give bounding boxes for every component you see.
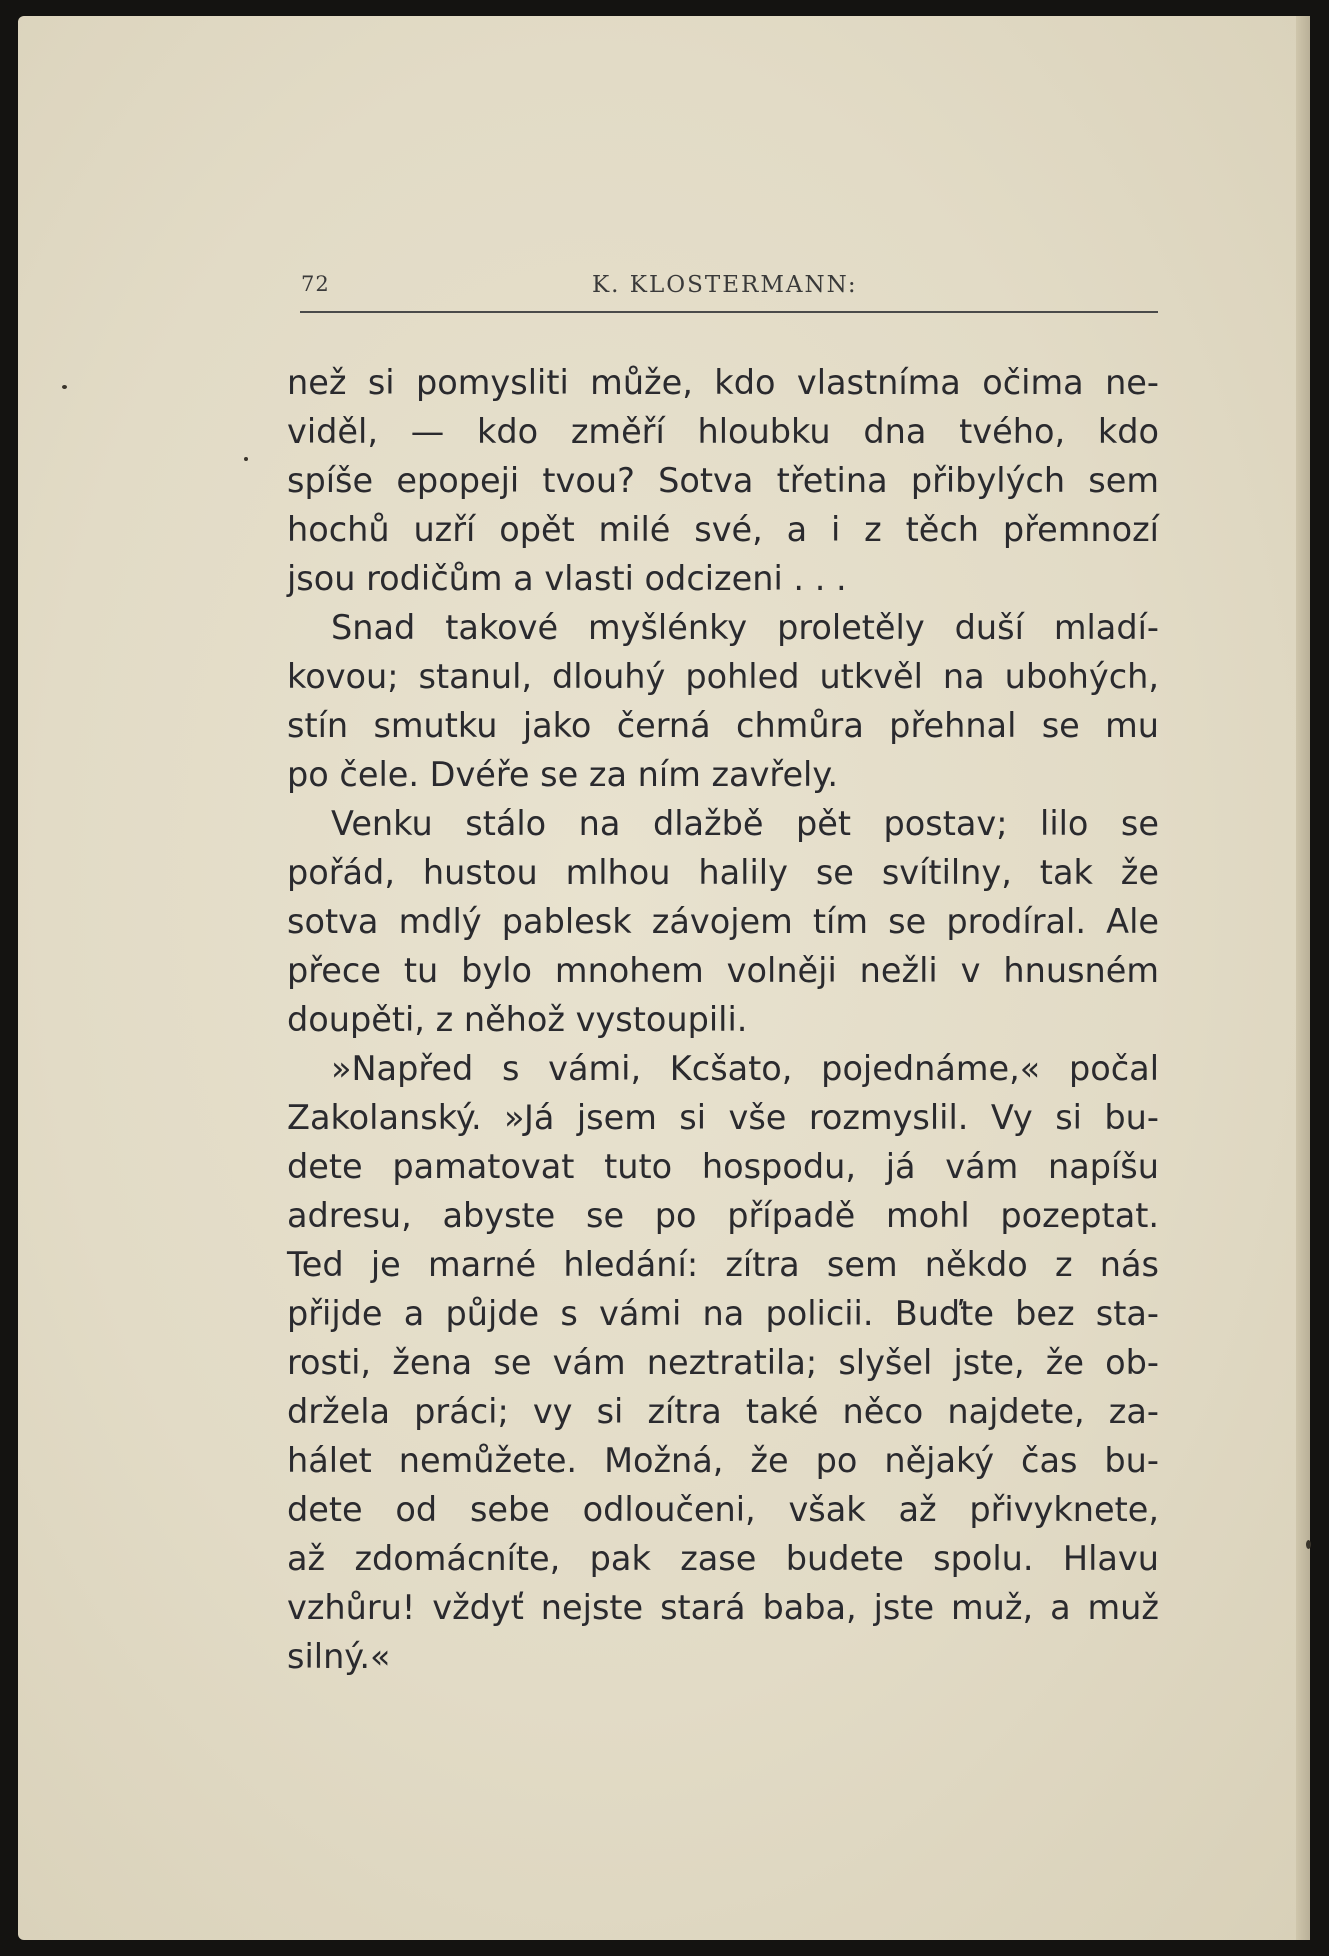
- text-line: silný.«: [287, 1637, 391, 1676]
- text-line: Zakolanský. »Já jsem si vše rozmyslil. Vy si bu-: [287, 1098, 1159, 1137]
- text-line: hálet nemůžete. Možná, že po nějaký čas bu-: [287, 1441, 1159, 1480]
- body-text: [287, 358, 1159, 1681]
- text-line: než si pomysliti může, kdo vlastníma očima ne-: [287, 363, 1159, 402]
- paper-speck: [62, 385, 67, 389]
- text-line: dete od sebe odloučeni, však až přivyknete,: [287, 1490, 1159, 1529]
- paper-speck: [1306, 1540, 1311, 1549]
- text-line: kovou; stanul, dlouhý pohled utkvěl na ubohých,: [287, 657, 1159, 696]
- text-line: po čele. Dvéře se za ním zavřely.: [287, 755, 839, 794]
- running-head: K. KLOSTERMANN:: [592, 272, 858, 298]
- page-edge: [1296, 16, 1310, 1940]
- text-line: až zdomácníte, pak zase budete spolu. Hlavu: [287, 1539, 1159, 1578]
- page-number: 72: [301, 272, 330, 296]
- text-line: »Napřed s vámi, Kcšato, pojednáme,« počal: [331, 1049, 1159, 1088]
- text-line: jsou rodičům a vlasti odcizeni . . .: [287, 559, 847, 598]
- text-line: stín smutku jako černá chmůra přehnal se mu: [287, 706, 1159, 745]
- text-line: držela práci; vy si zítra také něco najdete, za-: [287, 1392, 1159, 1431]
- text-line: viděl, — kdo změří hloubku dna tvého, kdo: [287, 412, 1159, 451]
- text-line: Snad takové myšlénky proletěly duší mladí-: [331, 608, 1159, 647]
- text-line: pořád, hustou mlhou halily se svítilny, tak že: [287, 853, 1159, 892]
- text-line: spíše epopeji tvou? Sotva třetina přibylých sem: [287, 461, 1159, 500]
- text-line: Venku stálo na dlažbě pět postav; lilo se: [331, 804, 1159, 843]
- text-line: hochů uzří opět milé své, a i z těch přemnozí: [287, 510, 1159, 549]
- text-line: vzhůru! vždyť nejste stará baba, jste muž, a muž: [287, 1588, 1159, 1627]
- header-rule: [300, 311, 1158, 313]
- paper-speck: [244, 457, 248, 461]
- text-line: rosti, žena se vám neztratila; slyšel jste, že ob-: [287, 1343, 1159, 1382]
- page-header: [284, 272, 1156, 306]
- text-line: Ted je marné hledání: zítra sem někdo z nás: [287, 1245, 1159, 1284]
- text-line: přijde a půjde s vámi na policii. Buďte bez sta-: [287, 1294, 1159, 1333]
- text-line: doupěti, z něhož vystoupili.: [287, 1000, 748, 1039]
- text-line: dete pamatovat tuto hospodu, já vám napíšu: [287, 1147, 1159, 1186]
- text-line: adresu, abyste se po případě mohl pozeptat.: [287, 1196, 1159, 1235]
- text-line: přece tu bylo mnohem volněji nežli v hnusném: [287, 951, 1159, 990]
- text-line: sotva mdlý pablesk závojem tím se prodíral. Ale: [287, 902, 1159, 941]
